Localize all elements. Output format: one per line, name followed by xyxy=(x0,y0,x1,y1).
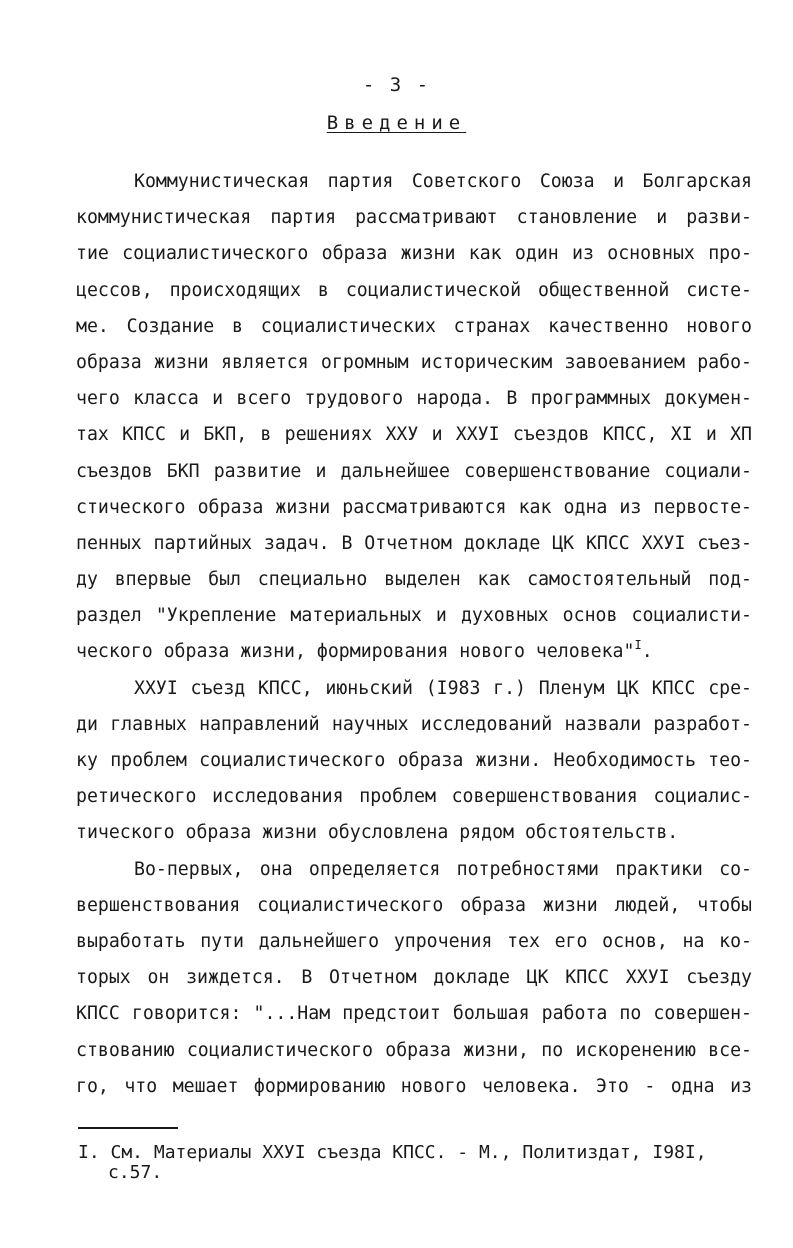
text-line: ку проблем социалистического образа жизни. Необходимость тео- xyxy=(76,750,752,771)
text-line: цессов, происходящих в социалистической общественной систе- xyxy=(76,279,752,301)
text-line: выработать пути дальнейшего упрочения тех его основ, на ко- xyxy=(76,930,752,952)
text-line: чего класса и всего трудового народа. В программных докумен- xyxy=(76,388,752,410)
text-line: коммунистическая партия рассматривают становление и разви- xyxy=(76,207,752,229)
text-line xyxy=(76,634,752,670)
text-line: ди главных направлений научных исследований назвали разработ- xyxy=(76,713,752,735)
text-line: ме. Создание в социалистических странах качественно нового xyxy=(76,315,752,337)
footnote-reference: I xyxy=(634,638,642,653)
text-line: образа жизни является огромным историческим завоеванием рабо- xyxy=(76,351,752,373)
text-line: торых он зиждется. В Отчетном докладе ЦК КПСС ХХУI съезду xyxy=(76,967,752,989)
text-line: ретического исследования проблем совершенствования социалис- xyxy=(76,786,752,808)
body-text xyxy=(76,164,752,1105)
text-line: съездов БКП развитие и дальнейшее совершенствование социали- xyxy=(76,460,752,482)
footnote-line: I. См. Материалы ХХУI съезда КПСС. - М., Политиздат, I98I, xyxy=(78,1142,707,1163)
text-line: Коммунистическая партия Советского Союза и Болгарская xyxy=(134,171,752,192)
text-line: тие социалистического образа жизни как один из основных про- xyxy=(76,243,752,265)
text-line: пенных партийных задач. В Отчетном докладе ЦК КПСС ХХУI съез- xyxy=(76,532,752,554)
paragraph-2 xyxy=(76,671,752,852)
text-line-content: ческого образа жизни, формирования нового человека" xyxy=(76,641,635,663)
text-line: ду впервые был специально выделен как самостоятельный под- xyxy=(76,569,752,591)
text-line: го, что мешает формированию нового человека. Это - одна из xyxy=(76,1075,752,1097)
footnote-line: с.57. xyxy=(108,1162,163,1183)
paragraph-1 xyxy=(76,164,752,671)
text-line: Во-первых, она определяется потребностями практики со- xyxy=(134,858,752,880)
text-line: тах КПСС и БКП, в решениях ХХУ и ХХУI съездов КПСС, XI и XП xyxy=(76,424,752,446)
text-line: раздел "Укрепление материальных и духовных основ социалисти- xyxy=(76,605,752,627)
footnote xyxy=(78,1143,738,1183)
text-line: КПСС говорится: "...Нам предстоит большая работа по совершен- xyxy=(76,1003,752,1025)
text-line: тического образа жизни обусловлена рядом обстоятельств. xyxy=(76,822,679,844)
page-number: - 3 - xyxy=(362,74,431,96)
text-line: вершенствования социалистического образа жизни людей, чтобы xyxy=(76,894,752,916)
text-line: стического образа жизни рассматриваются как одна из первосте- xyxy=(76,496,752,518)
section-heading: Введение xyxy=(326,112,467,134)
paragraph-3 xyxy=(76,852,752,1105)
footnote-divider xyxy=(78,1127,178,1129)
sentence-end: . xyxy=(641,641,653,663)
text-line: ствованию социалистического образа жизни, по искоренению все- xyxy=(76,1039,752,1061)
text-line: ХХУI съезд КПСС, июньский (I983 г.) Пленум ЦК КПСС сре- xyxy=(134,677,752,699)
